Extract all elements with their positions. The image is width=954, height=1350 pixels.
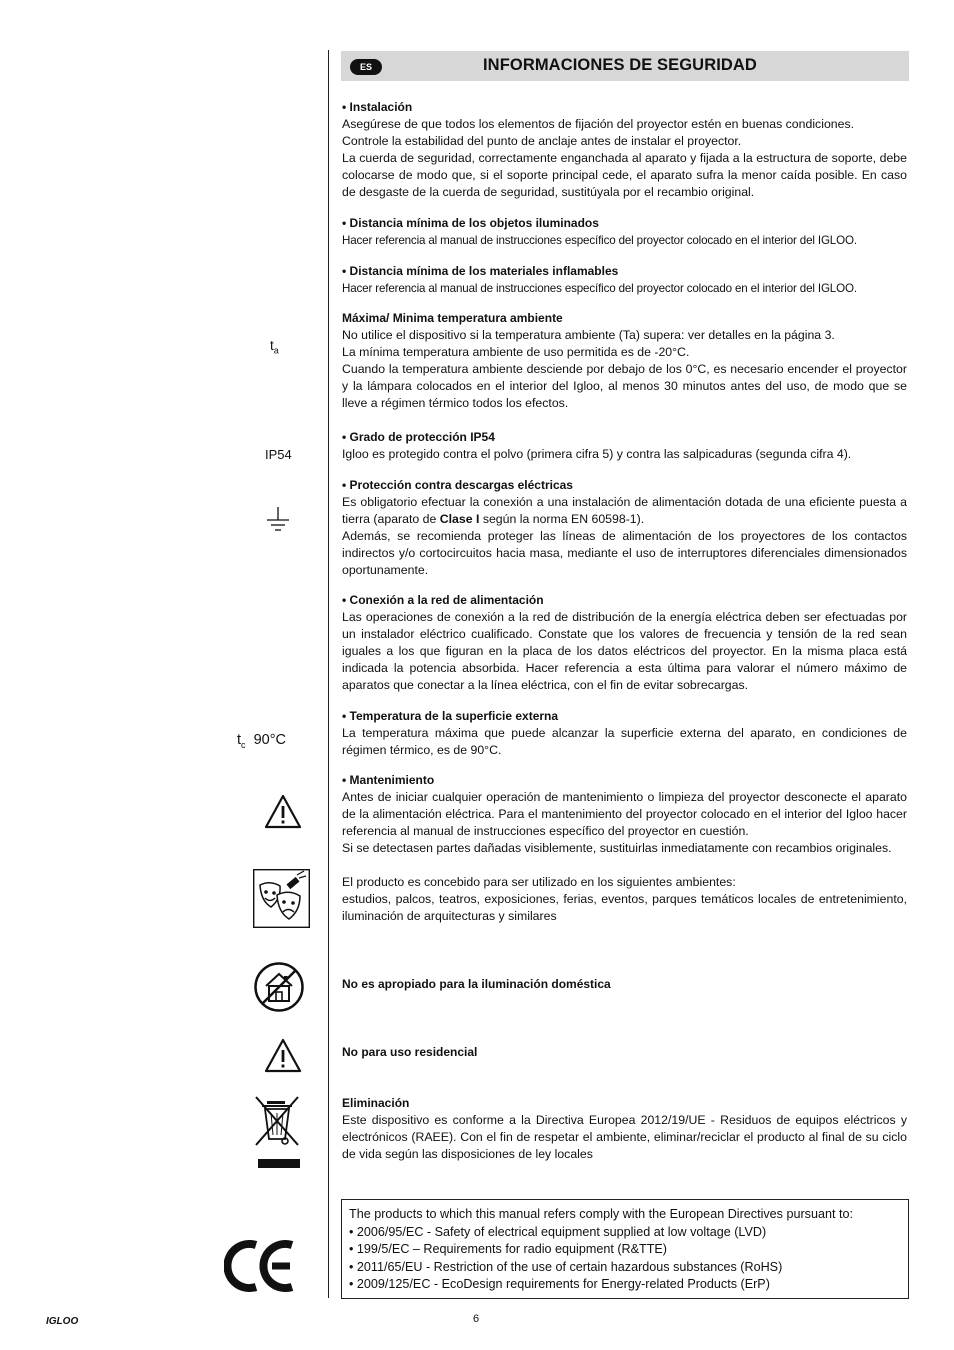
text-run: según la norma EN 60598-1). [479, 512, 645, 526]
paragraph: Hacer referencia al manual de instrucciones específico del proyector colocado en el interior del IGLOO. [342, 234, 857, 247]
brand-name: IGLOO [46, 1316, 79, 1327]
section-heading: • Instalación [342, 100, 413, 114]
ce-mark-icon [224, 1240, 296, 1292]
symbol-text: t [270, 338, 274, 353]
paragraph: Igloo es protegido contra el polvo (primera cifra 5) y contra las salpicaduras (segunda cifra 4). [342, 447, 852, 461]
section-heading: • Conexión a la red de alimentación [342, 593, 544, 607]
directive-item: • 199/5/EC – Requirements for radio equipment (R&TTE) [349, 1242, 667, 1257]
paragraph: Controle la estabilidad del punto de anclaje antes de instalar el proyector. [342, 134, 742, 148]
section-temperatura-ambiente [342, 310, 907, 412]
symbol-subscript: c [241, 739, 246, 750]
section-mantenimiento [342, 772, 907, 857]
section-conexion-red [342, 592, 907, 694]
no-household-use-icon [253, 961, 305, 1013]
symbol-text: t [237, 732, 242, 748]
paragraph: No utilice el dispositivo si la temperatura ambiente (Ta) supera: ver detalles en la página 3. [342, 328, 835, 342]
ambient-temperature-symbol [270, 338, 279, 356]
paragraph: Este dispositivo es conforme a la Directiva Europea 2012/19/UE - Residuos de equipos eléctricos y electrónicos (RAEE). Con el fin de respetar el ambiente, eliminar/reciclar el producto al final de su ciclo de vida según las disposiciones de ley locales [342, 1113, 907, 1161]
language-badge: ES [350, 59, 382, 75]
section-proteccion-descargas [342, 477, 907, 579]
section-heading: • Protección contra descargas eléctricas [342, 478, 573, 492]
section-heading: • Distancia mínima de los materiales inflamables [342, 264, 619, 278]
page-number: 6 [473, 1313, 480, 1325]
section-residencial [342, 1044, 907, 1061]
warning-triangle-icon [264, 1038, 302, 1074]
paragraph [342, 494, 907, 528]
section-heading: • Mantenimiento [342, 773, 435, 787]
ce-compliance-box [341, 1199, 909, 1299]
section-ambientes [342, 874, 907, 925]
section-heading: • Temperatura de la superficie externa [342, 709, 559, 723]
directive-item: • 2011/65/EU - Restriction of the use of certain hazardous substances (RoHS) [349, 1259, 783, 1274]
section-distancia-objetos [342, 215, 907, 249]
paragraph: Si se detectasen partes dañadas visiblemente, sustituirlas inmediatamente con recambios originales. [342, 841, 892, 855]
section-grado-proteccion [342, 429, 907, 463]
paragraph: El producto es concebido para ser utilizado en los siguientes ambientes: [342, 875, 736, 889]
paragraph: Cuando la temperatura ambiente desciende por debajo de los 0°C, es necesario encender el proyector y la lámpara colocados en el interior del Igloo, al menos 30 minutos antes del uso, de modo que se lleve a régimen térmico todos los efectos. [342, 362, 907, 410]
paragraph: Hacer referencia al manual de instrucciones específico del proyector colocado en el interior del IGLOO. [342, 282, 857, 295]
column-divider [328, 50, 329, 1298]
section-heading: • Distancia mínima de los objetos iluminados [342, 216, 599, 230]
section-heading: • Grado de protección IP54 [342, 430, 495, 444]
section-heading: Máxima/ Minima temperatura ambiente [342, 311, 563, 325]
section-temperatura-superficie [342, 708, 907, 759]
surface-temperature-symbol [237, 732, 286, 750]
section-header [341, 51, 909, 81]
section-eliminacion [342, 1095, 907, 1163]
section-heading: Eliminación [342, 1096, 410, 1110]
section-domestica [342, 976, 907, 993]
paragraph: Asegúrese de que todos los elementos de fijación del proyector estén en buenas condiciones. [342, 117, 855, 131]
page-title: INFORMACIONES DE SEGURIDAD [483, 56, 757, 74]
directive-item: • 2006/95/EC - Safety of electrical equipment supplied at low voltage (LVD) [349, 1224, 767, 1239]
section-instalacion [342, 99, 907, 201]
class-label: Clase I [439, 512, 480, 526]
temperature-value: 90°C [253, 732, 286, 748]
paragraph: La mínima temperatura ambiente de uso permitida es de -20°C. [342, 345, 690, 359]
paragraph: Las operaciones de conexión a la red de distribución de la energía eléctrica deben ser efectuadas por un instalador eléctrico cualificado. Constate que los valores de frecuencia y tensión de la red sean iguales a los que figuran en la placa de los datos eléctricos del proyector. En la misma placa está indicada la potencia absorbida. Hacer referencia a esta última para valorar el número máximo de aparatos que conectar a la línea eléctrica, con el fin de evitar sobrecargas. [342, 610, 907, 692]
ce-intro: The products to which this manual refers comply with the European Directives pursuant to: [349, 1207, 853, 1221]
section-distancia-materiales [342, 263, 907, 297]
theatre-masks-icon [253, 869, 310, 928]
paragraph: Además, se recomienda proteger las líneas de alimentación de los proyectores de los contactos indirectos y/o cortocircuitos hacia masa, mediante el uso de interruptores diferenciales dimensionados oportunamente. [342, 529, 907, 577]
paragraph: estudios, palcos, teatros, exposiciones, ferias, eventos, parques temáticos locales de entretenimiento, iluminación de arquitecturas y similares [342, 892, 907, 923]
text-run: Es obligatorio efectuar la conexión a una instalación de alimentación dotada de una eficiente puesta a tierra (aparato de [342, 495, 907, 526]
section-heading: No es apropiado para la iluminación doméstica [342, 977, 611, 991]
section-heading: No para uso residencial [342, 1045, 478, 1059]
ip-rating-label: IP54 [265, 447, 292, 462]
paragraph: La cuerda de seguridad, correctamente enganchada al aparato y fijada a la estructura de soporte, debe colocarse de modo que, si el soporte principal cede, el aparato sufra la menor caída posible. En caso de desgaste de la cuerda de seguridad, sustitúyala por el recambio original. [342, 151, 907, 199]
crossed-out-wheelie-bin-icon [254, 1095, 302, 1171]
directive-item: • 2009/125/EC - EcoDesign requirements for Energy-related Products (ErP) [349, 1277, 770, 1292]
symbol-subscript: a [273, 345, 279, 356]
paragraph: Antes de iniciar cualquier operación de mantenimiento o limpieza del proyector desconecte el aparato de la alimentación eléctrica. Para el mantenimiento del proyector colocado en el interior del Igloo hacer referencia al manual de instrucciones específico del proyector en cuestión. [342, 790, 907, 838]
warning-triangle-icon [264, 794, 302, 830]
paragraph: La temperatura máxima que puede alcanzar la superficie externa del aparato, en condiciones de régimen térmico, es de 90°C. [342, 726, 907, 757]
ground-symbol-icon [266, 507, 290, 535]
